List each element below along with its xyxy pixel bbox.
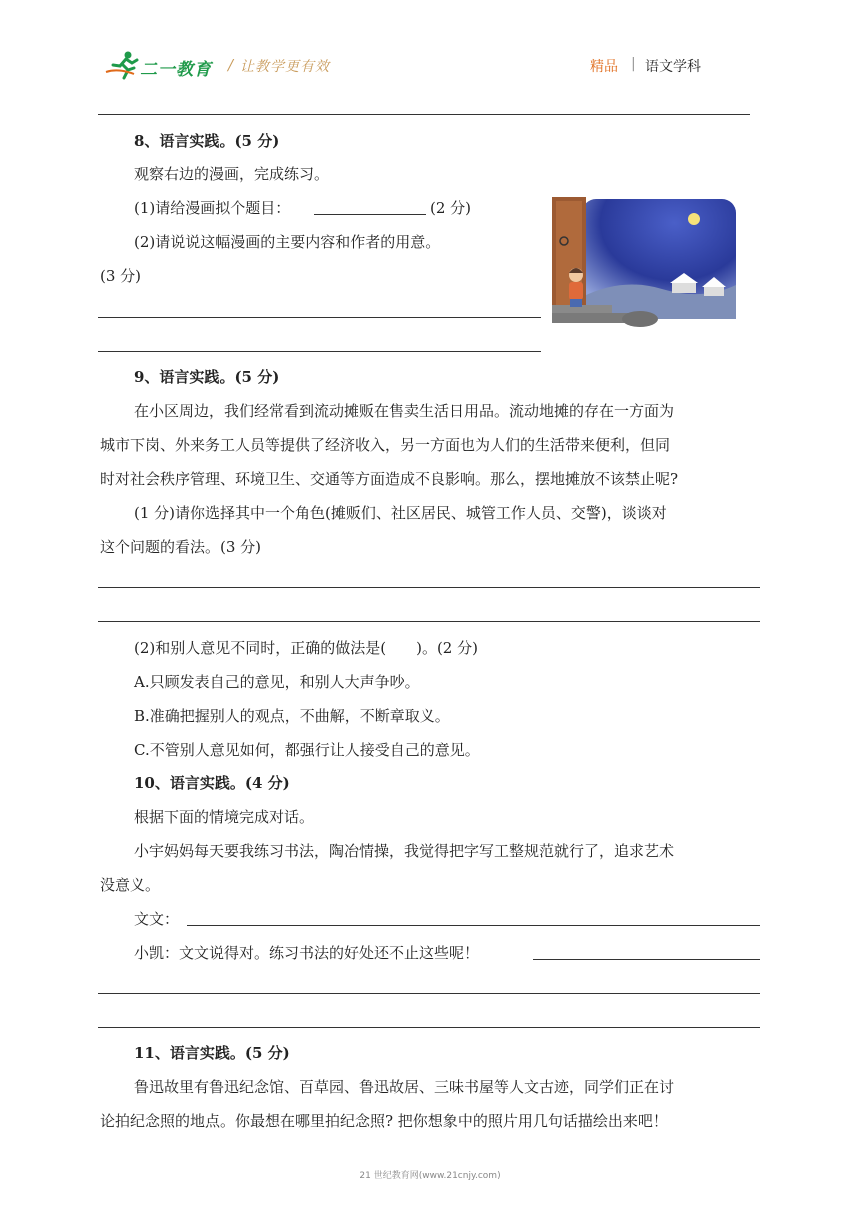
- q8-answer-line-1[interactable]: [98, 317, 541, 318]
- q9-answer-line-1[interactable]: [98, 587, 760, 588]
- brand-name: 二一教育: [140, 60, 212, 80]
- q8-part1-score: (2 分): [430, 199, 472, 217]
- brand-slogan: 让教学更有效: [240, 59, 330, 75]
- q9-para-line-3: 时对社会秩序管理、环境卫生、交通等方面造成不良影响。那么，摆地摊放不该禁止呢?: [100, 470, 679, 488]
- cartoon-illustration: [552, 197, 738, 330]
- q9-part1-line-2: 这个问题的看法。(3 分): [100, 538, 262, 556]
- subject-label: 语文学科: [645, 59, 701, 75]
- q8-intro: 观察右边的漫画，完成练习。: [134, 165, 330, 183]
- q11-para-line-2: 论拍纪念照的地点。你最想在哪里拍纪念照? 把你想象中的照片用几句话描绘出来吧！: [100, 1112, 668, 1130]
- q10-dialog-line-1: 小宇妈妈每天要我练习书法，陶冶情操，我觉得把字写工整规范就行了，追求艺术: [134, 842, 675, 860]
- q9-title: 9、语言实践。(5 分): [134, 368, 280, 386]
- q9-option-c[interactable]: C.不管别人意见如何，都强行让人接受自己的意见。: [134, 741, 480, 759]
- page-footer: 21 世纪教育网(www.21cnjy.com): [359, 1171, 501, 1181]
- q10-answer-line-2[interactable]: [98, 1027, 760, 1028]
- q10-xiaokai-answer-line[interactable]: [533, 959, 760, 960]
- q10-intro: 根据下面的情境完成对话。: [134, 808, 315, 826]
- q10-wenwen-label: 文文：: [134, 910, 180, 928]
- q9-para-line-2: 城市下岗、外来务工人员等提供了经济收入，另一方面也为人们的生活带来便利，但同: [100, 436, 671, 454]
- header-slash: /: [228, 56, 234, 74]
- q10-xiaokai-line: 小凯：文文说得对。练习书法的好处还不止这些呢！: [134, 944, 480, 962]
- header-separator: |: [631, 56, 636, 72]
- q10-answer-line-1[interactable]: [98, 993, 760, 994]
- q10-dialog-line-2: 没意义。: [100, 876, 161, 894]
- q8-part2-score: (3 分): [100, 267, 142, 285]
- q8-title: 8、语言实践。(5 分): [134, 132, 280, 150]
- q8-part2: (2)请说说这幅漫画的主要内容和作者的用意。: [134, 233, 441, 251]
- q11-title: 11、语言实践。(5 分): [134, 1044, 290, 1062]
- q10-title: 10、语言实践。(4 分): [134, 774, 290, 792]
- q10-wenwen-answer-line[interactable]: [187, 925, 760, 926]
- premium-tag: 精品: [590, 59, 618, 75]
- q8-part1: (1)请给漫画拟个题目：: [134, 199, 291, 217]
- q8-title-answer-line[interactable]: [314, 214, 426, 215]
- q9-part1-line-1: (1 分)请你选择其中一个角色(摊贩们、社区居民、城管工作人员、交警)，谈谈对: [134, 504, 667, 522]
- q9-answer-line-2[interactable]: [98, 621, 760, 622]
- q9-option-b[interactable]: B.准确把握别人的观点，不曲解，不断章取义。: [134, 707, 450, 725]
- header-rule: [98, 114, 750, 115]
- q9-part2: (2)和别人意见不同时，正确的做法是( )。(2 分): [134, 639, 478, 657]
- q9-option-a[interactable]: A.只顾发表自己的意见，和别人大声争吵。: [134, 673, 420, 691]
- q8-answer-line-2[interactable]: [98, 351, 541, 352]
- q11-para-line-1: 鲁迅故里有鲁迅纪念馆、百草园、鲁迅故居、三味书屋等人文古迹，同学们正在讨: [134, 1078, 675, 1096]
- q9-para-line-1: 在小区周边，我们经常看到流动摊贩在售卖生活日用品。流动地摊的存在一方面为: [134, 402, 675, 420]
